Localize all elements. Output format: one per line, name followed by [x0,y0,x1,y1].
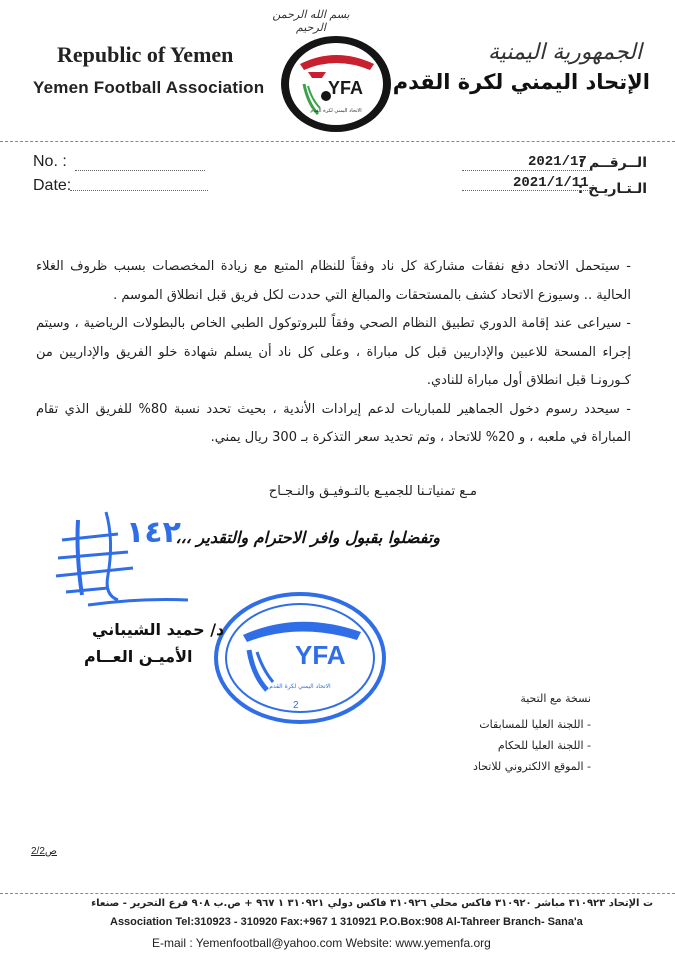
logo-caption: الاتحاد اليمني لكرة القدم [310,108,362,114]
date-value: 2021/1/11 [513,175,589,191]
official-stamp [213,590,387,726]
cc-item: - اللجنة العليا للمسابقات [479,718,591,731]
header-country-en: Republic of Yemen [57,42,234,67]
yfa-logo [278,34,394,134]
stamp-number: 2 [293,700,299,711]
basmala: بسم الله الرحمن الرحيم [272,8,350,34]
page-number: 2/2ص [31,846,57,857]
footer-divider [0,893,675,894]
header-org-ar: الإتحاد اليمني لكرة القدم [392,70,650,94]
header-divider [0,141,675,142]
ar-date-line [462,190,592,191]
body-paragraph: - سيحدد رسوم دخول الجماهير للمباريات لدعم إيرادات الأندية ، بحيث تحدد نسبة 80% للفريق الذي تقام المباراة في ملعبه ، و 20% للاتحاد ، وتم تحديد سعر التذكرة بـ 300 ريال يمني. [36,401,631,445]
header-country-ar: الجمهورية اليمنية [487,40,642,65]
en-number-label: No. : [33,153,67,170]
signatory-name: د/ حميد الشيباني [92,620,225,639]
stamp-caption: الاتحاد اليمني لكرة القدم [269,683,331,690]
en-number-line [75,170,205,171]
en-date-label: Date: [33,177,72,194]
ar-number-line [462,170,592,171]
signature [48,500,208,615]
stamp-text: YFA [295,640,346,670]
logo-text: YFA [328,78,364,98]
letter-body [36,253,631,453]
body-paragraph: - سيراعى عند إقامة الدوري تطبيق النظام الصحي وفقاً للبروتوكول الطبي الخاص بالبطولات الرياضية ، وسيتم إجراء المسحة للاعبين والإداريين قبل كل مباراة ، وعلى كل ناد أن يسلم شهادة خلو الفريق والإداريين من كـورونـا قبل انطلاق أول مباراة للنادي. [36,316,631,388]
cc-item: - اللجنة العليا للحكام [497,739,591,752]
closing-regards: وتفضلوا بقبول وافر الاحترام والتقدير ،،، [175,528,440,547]
cc-heading: نسخة مع التحية [520,692,591,705]
number-value: 2021/17 [528,154,587,170]
stamp-graphic [213,590,387,726]
cc-item: - الموقع الالكتروني للاتحاد [472,760,591,773]
footer-contact-ar: ت الإتحاد ٣١٠٩٢٣ مباشر ٣١٠٩٢٠ فاكس محلي ٣١٠٩٢٦ فاكس دولي ٣١٠٩٢١ ١ ٩٦٧ + ص.ب ٩٠٨ فرع التحرير - صنعاء [91,898,653,909]
ar-date-label: الـتـاريـخ : [577,181,647,197]
ar-number-label: الــرقــم : [578,155,647,171]
cc-list [473,714,591,777]
signature-graphic [48,500,208,615]
closing-wishes: مـع تمنياتـنا للجميـع بالتـوفيـق والنـجـاح [268,484,477,499]
footer-web-contact: E-mail : Yemenfootball@yahoo.com Website: www.yemenfa.org [152,936,491,950]
body-paragraph: - سيتحمل الاتحاد دفع نفقات مشاركة كل ناد وفقاً للنظام المتبع مع زيادة المخصصات بسبب ظروف الغلاء الحالية .. وسيوزع الاتحاد كشف بالمستحقات والمبالغ التي حددت لكل فريق قبل انطلاق الموسم . [36,259,631,303]
footer-contact-en: Association Tel:310923 - 310920 Fax:+967 1 310921 P.O.Box:908 Al-Tahreer Branch- Sana'a [110,916,583,928]
signatory-title: الأميـن العــام [84,647,193,666]
yfa-logo-graphic [278,34,394,134]
en-date-line [70,190,208,191]
signature-mark: ١٤٢ [126,515,181,550]
header-org-en: Yemen Football Association [33,78,265,97]
